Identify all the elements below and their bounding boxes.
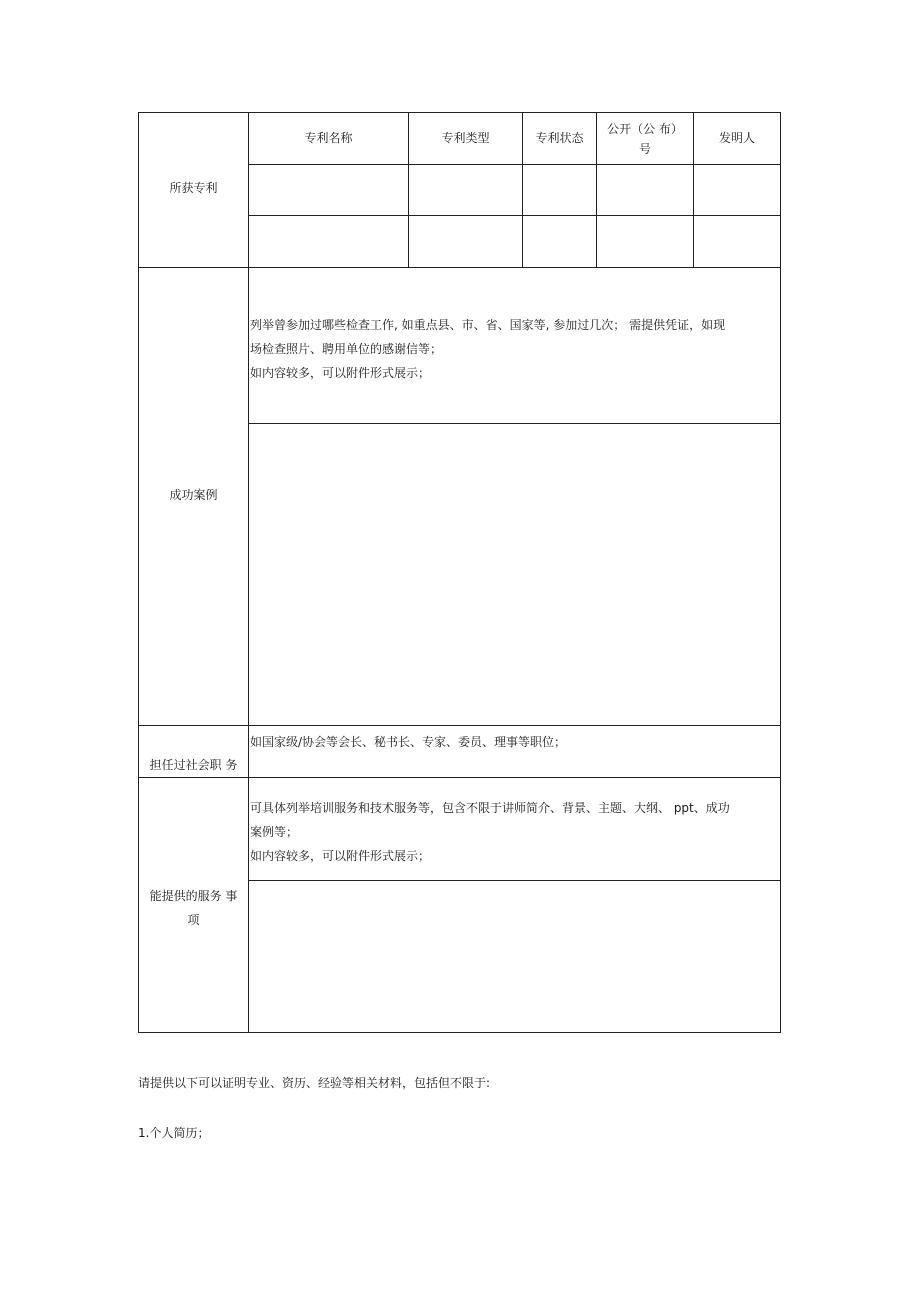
services-instructions [250, 796, 778, 868]
table-border-bottom [138, 1032, 781, 1033]
social-roles-instructions: 如国家级/协会等会长、秘书长、专家、委员、理事等职位； [250, 735, 567, 749]
social-roles-label: 担任过社会职 务 [149, 758, 238, 772]
table-border-top [138, 112, 781, 113]
services-label [139, 884, 248, 932]
header-patent-type: 专利类型 [441, 131, 490, 145]
cases-instruction-line: 列举曾参加过哪些检查工作, 如重点县、市、省、国家等, 参加过几次； 需提供凭证，如现 [250, 318, 726, 332]
section-divider [138, 725, 781, 726]
header-patent-name: 专利名称 [304, 131, 353, 145]
header-publication-number [597, 119, 693, 159]
section-divider [138, 777, 781, 778]
services-instruction-line: 如内容较多，可以附件形式展示； [250, 849, 431, 863]
header-publication-number-line2: 号 [638, 142, 651, 156]
services-label-line1: 能提供的服务 事 [149, 889, 238, 903]
patent-row-divider [248, 164, 781, 165]
services-label-line2: 项 [187, 913, 200, 927]
table-border-right [780, 112, 781, 1033]
patents-label: 所获专利 [169, 181, 218, 195]
label-column-divider [248, 112, 249, 1033]
cases-instructions [250, 313, 778, 385]
cases-instruction-line: 场检查照片、聘用单位的感谢信等； [250, 342, 443, 356]
footer-intro: 请提供以下可以证明专业、资历、经验等相关材料，包括但不限于: [138, 1076, 491, 1090]
cases-instruction-line: 如内容较多，可以附件形式展示； [250, 366, 431, 380]
section-divider [138, 267, 781, 268]
services-instruction-line: 可具体列举培训服务和技术服务等，包含不限于讲师简介、背景、主题、大纲、 ppt、成功 [250, 801, 730, 815]
header-patent-status: 专利状态 [535, 131, 584, 145]
services-inner-divider [248, 880, 781, 881]
cases-inner-divider [248, 423, 781, 424]
header-publication-number-line1: 公开（公 布） [607, 122, 683, 136]
patent-row-divider [248, 215, 781, 216]
header-inventor: 发明人 [718, 131, 755, 145]
services-instruction-line: 案例等； [250, 825, 299, 839]
cases-label: 成功案例 [169, 488, 218, 502]
footer-item-resume: 1.个人简历； [138, 1126, 210, 1140]
